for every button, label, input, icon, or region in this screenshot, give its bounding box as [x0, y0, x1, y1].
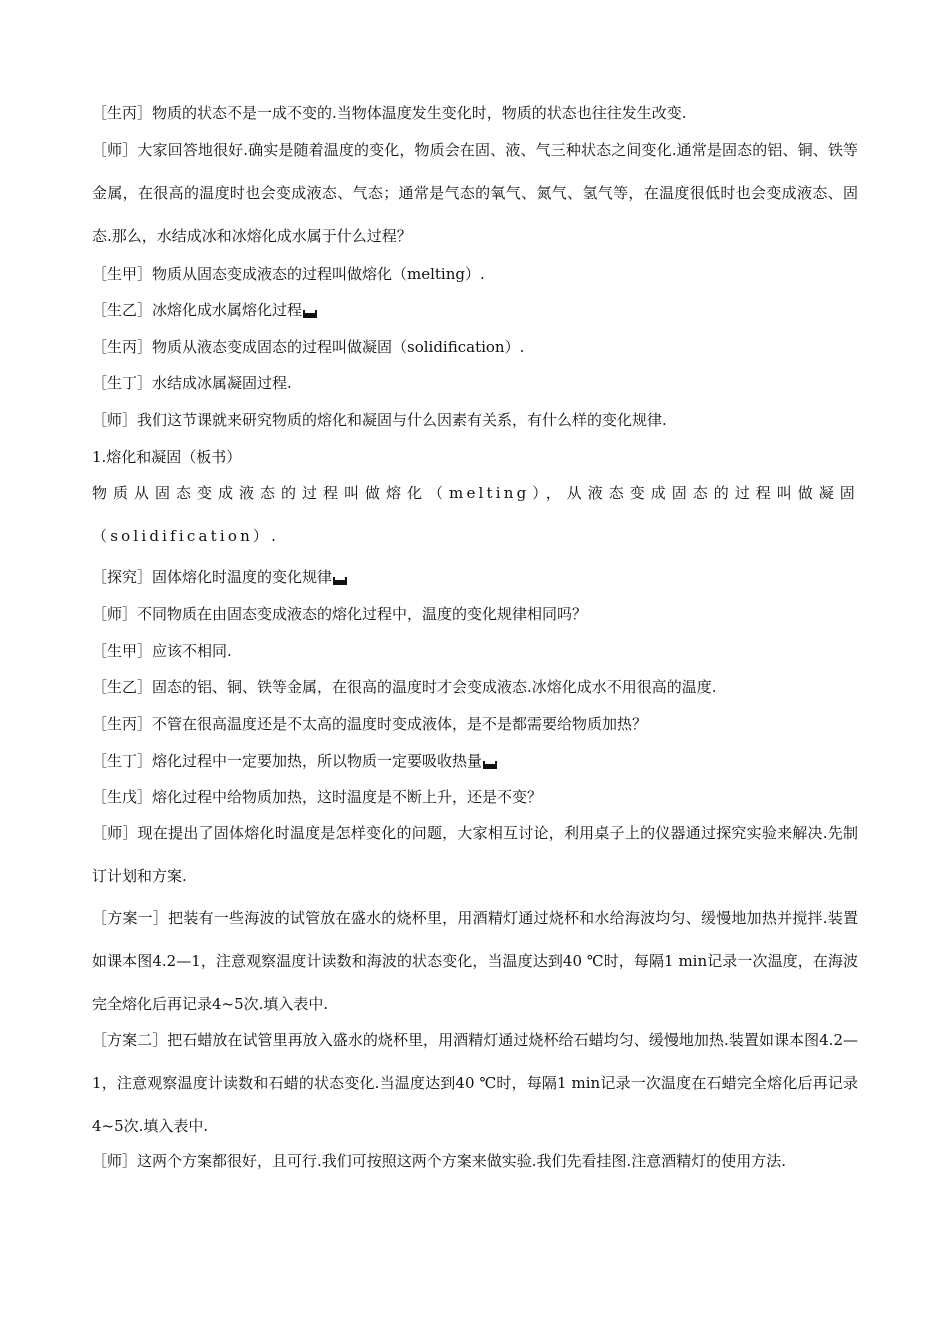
paragraph: ［生甲］应该不相同. — [92, 642, 232, 660]
paragraph: ［生甲］物质从固态变成液态的过程叫做熔化（melting）. — [92, 265, 485, 283]
paragraph: ［方案二］把石蜡放在试管里再放入盛水的烧杯里，用酒精灯通过烧杯给石蜡均匀、缓慢地加热.装置如课本图4.2—1，注意观察温度计读数和石蜡的状态变化.当温度达到40 ℃时，每隔1 min记录一次温度在石蜡完全熔化后再记录4~5次.填入表中. — [92, 1031, 858, 1135]
paragraph: ［生丙］不管在很高温度还是不太高的温度时变成液体，是不是都需要给物质加热？ — [92, 715, 648, 733]
paragraph: ［探究］固体熔化时温度的变化规律 — [92, 566, 858, 588]
section-heading: 1.熔化和凝固（板书） — [92, 448, 242, 466]
paragraph: 物质从固态变成液态的过程叫做熔化（melting），从液态变成固态的过程叫做凝固（solidification）. — [92, 484, 858, 545]
paragraph: ［生乙］冰熔化成水属熔化过程 — [92, 299, 858, 321]
paragraph: ［师］我们这节课就来研究物质的熔化和凝固与什么因素有关系，有什么样的变化规律. — [92, 411, 667, 429]
paragraph: ［生乙］固态的铝、铜、铁等金属，在很高的温度时才会变成液态.冰熔化成水不用很高的温度. — [92, 678, 717, 696]
paragraph: ［生丙］物质从液态变成固态的过程叫做凝固（solidification）. — [92, 338, 525, 356]
paragraph: ［生戊］熔化过程中给物质加热，这时温度是不断上升，还是不变？ — [92, 788, 543, 806]
ellipsis-mark-icon — [483, 764, 497, 769]
paragraph: ［生丁］水结成冰属凝固过程. — [92, 374, 292, 392]
ellipsis-mark-icon — [333, 580, 347, 585]
paragraph: ［师］这两个方案都很好，且可行.我们可按照这两个方案来做实验.我们先看挂图.注意酒精灯的使用方法. — [92, 1152, 787, 1170]
paragraph: ［生丙］物质的状态不是一成不变的.当物体温度发生变化时，物质的状态也往往发生改变. — [92, 104, 687, 122]
paragraph: ［方案一］把装有一些海波的试管放在盛水的烧杯里，用酒精灯通过烧杯和水给海波均匀、缓慢地加热并搅拌.装置如课本图4.2—1，注意观察温度计读数和海波的状态变化，当温度达到40 ℃时，每隔1 min记录一次温度，在海波完全熔化后再记录4~5次.填入表中. — [92, 909, 858, 1013]
paragraph: ［师］现在提出了固体熔化时温度是怎样变化的问题，大家相互讨论，利用桌子上的仪器通过探究实验来解决.先制订计划和方案. — [92, 824, 858, 885]
paragraph: ［师］不同物质在由固态变成液态的熔化过程中，温度的变化规律相同吗？ — [92, 605, 588, 623]
paragraph: ［师］大家回答地很好.确实是随着温度的变化，物质会在固、液、气三种状态之间变化.通常是固态的铝、铜、铁等金属，在很高的温度时也会变成液态、气态；通常是气态的氧气、氮气、氢气等，在温度很低时也会变成液态、固态.那么，水结成冰和冰熔化成水属于什么过程？ — [92, 141, 858, 245]
paragraph: ［生丁］熔化过程中一定要加热，所以物质一定要吸收热量 — [92, 750, 858, 772]
ellipsis-mark-icon — [303, 313, 317, 318]
